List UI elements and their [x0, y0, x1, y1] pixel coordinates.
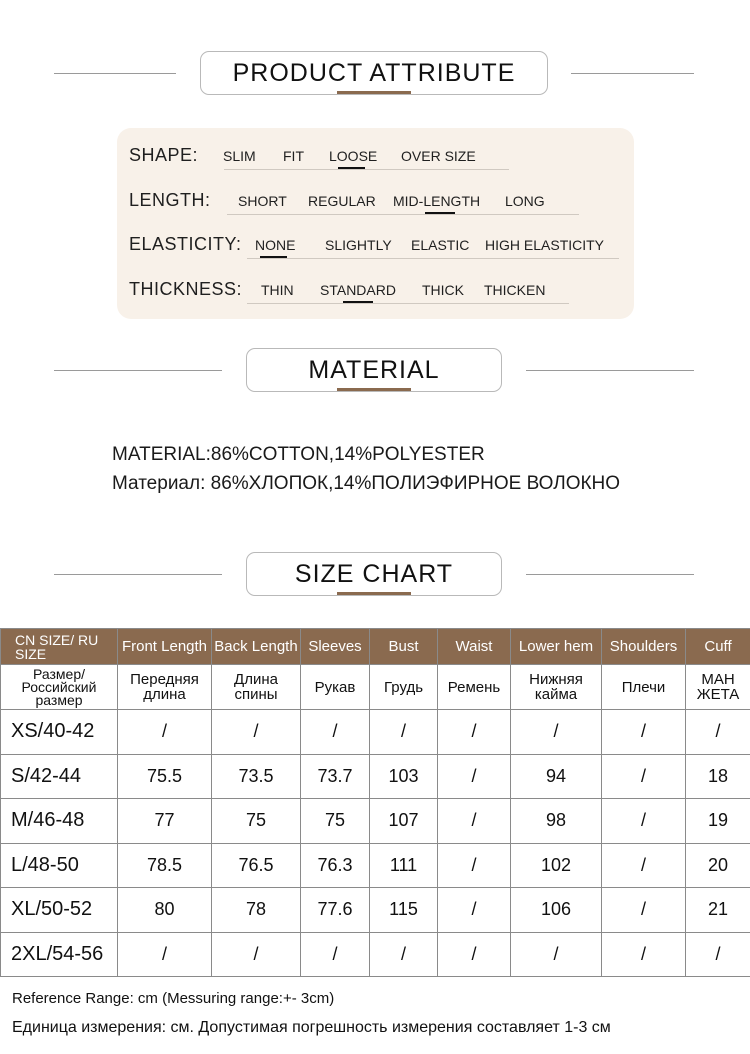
table-cell: 76.3: [301, 843, 370, 888]
attribute-label: ELASTICITY:: [129, 234, 242, 254]
attribute-option: THICKEN: [484, 282, 546, 298]
table-cell: /: [438, 710, 511, 755]
table-cell: 75: [212, 799, 301, 844]
attribute-option: ELASTIC: [411, 237, 470, 253]
column-header: Cuff: [686, 629, 750, 665]
table-cell: /: [370, 932, 438, 977]
size-cell: XS/40-42: [1, 710, 118, 755]
title-accent: [337, 592, 411, 595]
size-cell: M/46-48: [1, 799, 118, 844]
table-cell: 111: [370, 843, 438, 888]
column-header-ru: Длина спины: [212, 665, 301, 710]
column-header: Shoulders: [602, 629, 686, 665]
table-cell: /: [438, 888, 511, 933]
table-cell: /: [511, 710, 602, 755]
section-title-pill: [246, 552, 502, 596]
table-cell: /: [438, 932, 511, 977]
attribute-row-shape: [129, 138, 519, 168]
attribute-option-selected: LOOSE: [329, 148, 378, 164]
attribute-row-length: [129, 183, 599, 213]
attribute-panel: [117, 128, 634, 319]
title-accent: [337, 388, 411, 391]
size-cell: S/42-44: [1, 754, 118, 799]
attribute-option: SHORT: [238, 193, 287, 209]
section-title-pill: [200, 51, 548, 95]
selected-mark: [343, 301, 373, 303]
attribute-option: HIGH ELASTICITY: [485, 237, 605, 253]
divider-right: [526, 574, 694, 575]
table-cell: 75: [301, 799, 370, 844]
attribute-option: SLIM: [223, 148, 256, 164]
column-header-ru: Нижняя кайма: [511, 665, 602, 710]
table-row: [1, 843, 750, 888]
row-underline: [247, 258, 619, 259]
column-header-ru: Плечи: [602, 665, 686, 710]
table-row: [1, 932, 750, 977]
size-chart-header: [0, 552, 750, 600]
row-underline: [227, 214, 579, 215]
table-row: [1, 799, 750, 844]
divider-right: [526, 370, 694, 371]
table-cell: 18: [686, 754, 750, 799]
table-cell: /: [602, 932, 686, 977]
divider-left: [54, 370, 222, 371]
table-cell: /: [118, 710, 212, 755]
table-cell: 107: [370, 799, 438, 844]
attribute-option: REGULAR: [308, 193, 376, 209]
selected-mark: [425, 212, 455, 214]
table-cell: /: [438, 754, 511, 799]
table-cell: 76.5: [212, 843, 301, 888]
attribute-option-selected: STANDARD: [320, 282, 396, 298]
attribute-option: OVER SIZE: [401, 148, 476, 164]
table-cell: 20: [686, 843, 750, 888]
table-cell: /: [602, 710, 686, 755]
reference-range-note: Reference Range: cm (Messuring range:+- 3cm): [12, 990, 335, 1007]
table-row: [1, 888, 750, 933]
column-header-ru: МАН ЖЕТА: [686, 665, 750, 710]
material-header: [0, 348, 750, 396]
divider-left: [54, 73, 176, 74]
table-cell: /: [212, 932, 301, 977]
product-attribute-header: [0, 51, 750, 99]
table-cell: 73.5: [212, 754, 301, 799]
table-cell: /: [511, 932, 602, 977]
section-title-pill: [246, 348, 502, 392]
table-cell: /: [438, 843, 511, 888]
attribute-row-thickness: [129, 272, 589, 302]
table-cell: 78.5: [118, 843, 212, 888]
table-cell: 106: [511, 888, 602, 933]
column-header-ru: Размер/ Российский размер: [1, 665, 118, 710]
size-cell: L/48-50: [1, 843, 118, 888]
table-cell: 75.5: [118, 754, 212, 799]
table-row: [1, 710, 750, 755]
section-title: MATERIAL: [308, 355, 440, 384]
section-title: PRODUCT ATTRIBUTE: [232, 58, 516, 87]
table-cell: 80: [118, 888, 212, 933]
measurement-note-ru: Единица измерения: см. Допустимая погрешность измерения составляет 1-3 см: [12, 1019, 611, 1036]
table-cell: 78: [212, 888, 301, 933]
table-cell: 98: [511, 799, 602, 844]
table-cell: 77.6: [301, 888, 370, 933]
column-header-ru: Ремень: [438, 665, 511, 710]
attribute-row-elasticity: [129, 227, 629, 257]
table-cell: /: [301, 932, 370, 977]
column-header: Back Length: [212, 629, 301, 665]
attribute-label: THICKNESS:: [129, 279, 243, 299]
attribute-option: SLIGHTLY: [325, 237, 392, 253]
column-header: Sleeves: [301, 629, 370, 665]
table-cell: 115: [370, 888, 438, 933]
table-row: [1, 754, 750, 799]
attribute-label: SHAPE:: [129, 145, 199, 165]
column-header: Front Length: [118, 629, 212, 665]
table-cell: 94: [511, 754, 602, 799]
table-cell: 21: [686, 888, 750, 933]
table-cell: 102: [511, 843, 602, 888]
table-cell: /: [370, 710, 438, 755]
title-accent: [337, 91, 411, 94]
column-header-ru: Передняя длина: [118, 665, 212, 710]
table-cell: 77: [118, 799, 212, 844]
table-cell: /: [602, 888, 686, 933]
section-title: SIZE CHART: [294, 559, 454, 588]
size-cell: XL/50-52: [1, 888, 118, 933]
attribute-option: FIT: [283, 148, 304, 164]
table-cell: /: [438, 799, 511, 844]
column-header: Lower hem: [511, 629, 602, 665]
column-header: CN SIZE/ RU SIZE: [1, 629, 118, 665]
row-underline: [224, 169, 509, 170]
table-cell: /: [602, 799, 686, 844]
selected-mark: [338, 167, 365, 169]
size-chart-table: [0, 628, 750, 977]
divider-left: [54, 574, 222, 575]
table-cell: /: [118, 932, 212, 977]
selected-mark: [260, 256, 287, 258]
attribute-option: THICK: [422, 282, 464, 298]
attribute-option: THIN: [261, 282, 294, 298]
table-cell: /: [602, 754, 686, 799]
table-header-row-ru: [1, 665, 750, 710]
column-header-ru: Рукав: [301, 665, 370, 710]
column-header: Bust: [370, 629, 438, 665]
attribute-option-selected: NONE: [255, 237, 296, 253]
row-underline: [247, 303, 569, 304]
table-cell: /: [686, 932, 750, 977]
table-cell: 73.7: [301, 754, 370, 799]
material-text-ru: Материал: 86%ХЛОПОК,14%ПОЛИЭФИРНОЕ ВОЛОКНО: [112, 473, 621, 494]
table-cell: /: [602, 843, 686, 888]
table-cell: /: [686, 710, 750, 755]
material-text-en: MATERIAL:86%COTTON,14%POLYESTER: [112, 444, 485, 465]
table-cell: 19: [686, 799, 750, 844]
table-cell: 103: [370, 754, 438, 799]
attribute-label: LENGTH:: [129, 190, 211, 210]
table-cell: /: [212, 710, 301, 755]
size-cell: 2XL/54-56: [1, 932, 118, 977]
table-cell: /: [301, 710, 370, 755]
divider-right: [571, 73, 694, 74]
column-header: Waist: [438, 629, 511, 665]
column-header-ru: Грудь: [370, 665, 438, 710]
attribute-option: LONG: [505, 193, 545, 209]
table-header-row: [1, 629, 750, 665]
attribute-option-selected: MID-LENGTH: [393, 193, 481, 209]
